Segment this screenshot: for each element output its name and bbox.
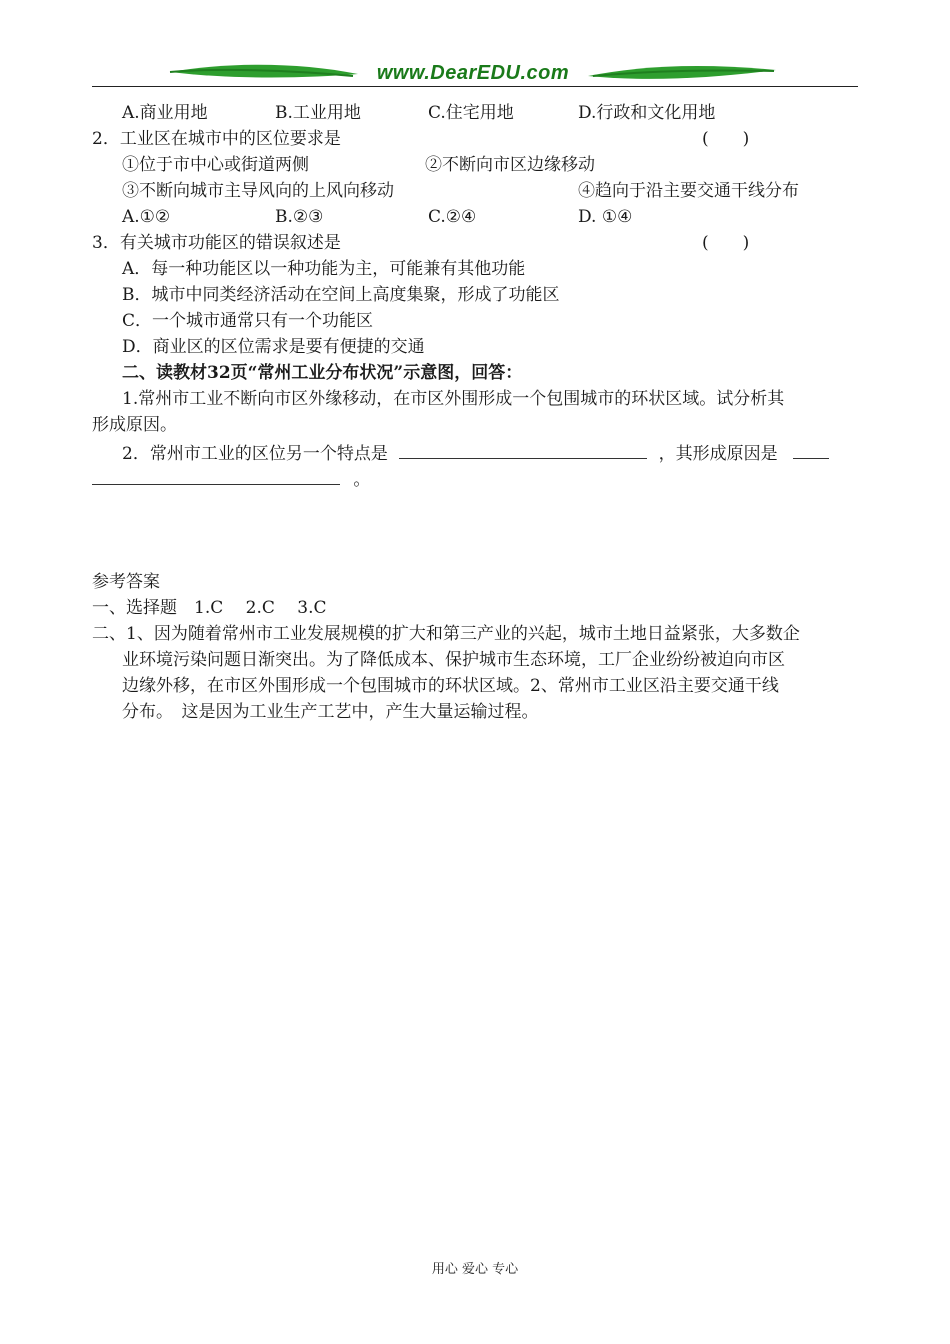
q3-stem: 3．有关城市功能区的错误叙述是 bbox=[92, 233, 341, 253]
answer-blank-reason-start[interactable] bbox=[793, 440, 829, 459]
q2-item-1: ①位于市中心或街道两侧 bbox=[122, 155, 309, 175]
logo-text: www.DearEDU.com bbox=[376, 62, 570, 84]
q3-option-b: B．城市中同类经济活动在空间上高度集聚，形成了功能区 bbox=[122, 285, 560, 305]
section2-q2-prefix: 2．常州市工业的区位另一个特点是 bbox=[122, 444, 388, 464]
q3-option-a: A．每一种功能区以一种功能为主，可能兼有其他功能 bbox=[122, 259, 526, 279]
q2-option-c: C.②④ bbox=[428, 207, 477, 227]
q2-option-d: D. ①④ bbox=[578, 207, 633, 227]
answers-explain-line1: 二、1、因为随着常州市工业发展规模的扩大和第三产业的兴起，城市土地日益紧张，大多数企 bbox=[92, 624, 800, 644]
answers-explain-line4: 分布。 这是因为工业生产工艺中，产生大量运输过程。 bbox=[122, 702, 539, 722]
answer-blank-feature[interactable] bbox=[399, 440, 647, 459]
section2-q2-end: 。 bbox=[353, 470, 371, 490]
q2-item-4: ④趋向于沿主要交通干线分布 bbox=[578, 181, 799, 201]
q3-option-d: D．商业区的区位需求是要有便捷的交通 bbox=[122, 337, 425, 357]
section2-q2-line1 bbox=[122, 440, 829, 467]
answers-explain-line3: 边缘外移，在市区外围形成一个包围城市的环状区域。2、常州市工业区沿主要交通干线 bbox=[122, 676, 779, 696]
q1-option-b: B.工业用地 bbox=[275, 103, 361, 123]
q2-option-a: A.①② bbox=[122, 207, 171, 227]
q1-option-a: A.商业用地 bbox=[122, 103, 208, 123]
q2-item-2: ②不断向市区边缘移动 bbox=[425, 155, 595, 175]
q2-answer-paren: ( ) bbox=[702, 129, 750, 149]
q2-item-3: ③不断向城市主导风向的上风向移动 bbox=[122, 181, 394, 201]
section2-q1-line2: 形成原因。 bbox=[92, 415, 177, 435]
q3-option-c: C．一个城市通常只有一个功能区 bbox=[122, 311, 374, 331]
q3-answer-paren: ( ) bbox=[702, 233, 750, 253]
q1-option-c: C.住宅用地 bbox=[428, 103, 514, 123]
header-divider bbox=[92, 86, 858, 87]
section2-title: 二、读教材32页“常州工业分布状况”示意图，回答： bbox=[122, 363, 523, 383]
answer-blank-reason-end[interactable] bbox=[92, 466, 340, 485]
answers-choice: 一、选择题 1.C 2.C 3.C bbox=[92, 598, 327, 618]
q2-stem: 2．工业区在城市中的区位要求是 bbox=[92, 129, 341, 149]
q2-option-b: B.②③ bbox=[275, 207, 324, 227]
section2-q2-middle: ，其形成原因是 bbox=[658, 444, 778, 464]
section2-q2-line2 bbox=[92, 466, 370, 493]
section2-q1-line1: 1.常州市工业不断向市区外缘移动，在市区外围形成一个包围城市的环状区域。试分析其 bbox=[122, 389, 785, 409]
answers-explain-line2: 业环境污染问题日渐突出。为了降低成本、保护城市生态环境，工厂企业纷纷被迫向市区 bbox=[122, 650, 785, 670]
answers-title: 参考答案 bbox=[92, 572, 160, 592]
q1-option-d: D.行政和文化用地 bbox=[578, 103, 716, 123]
page-footer: 用心 爱心 专心 bbox=[431, 1262, 519, 1277]
